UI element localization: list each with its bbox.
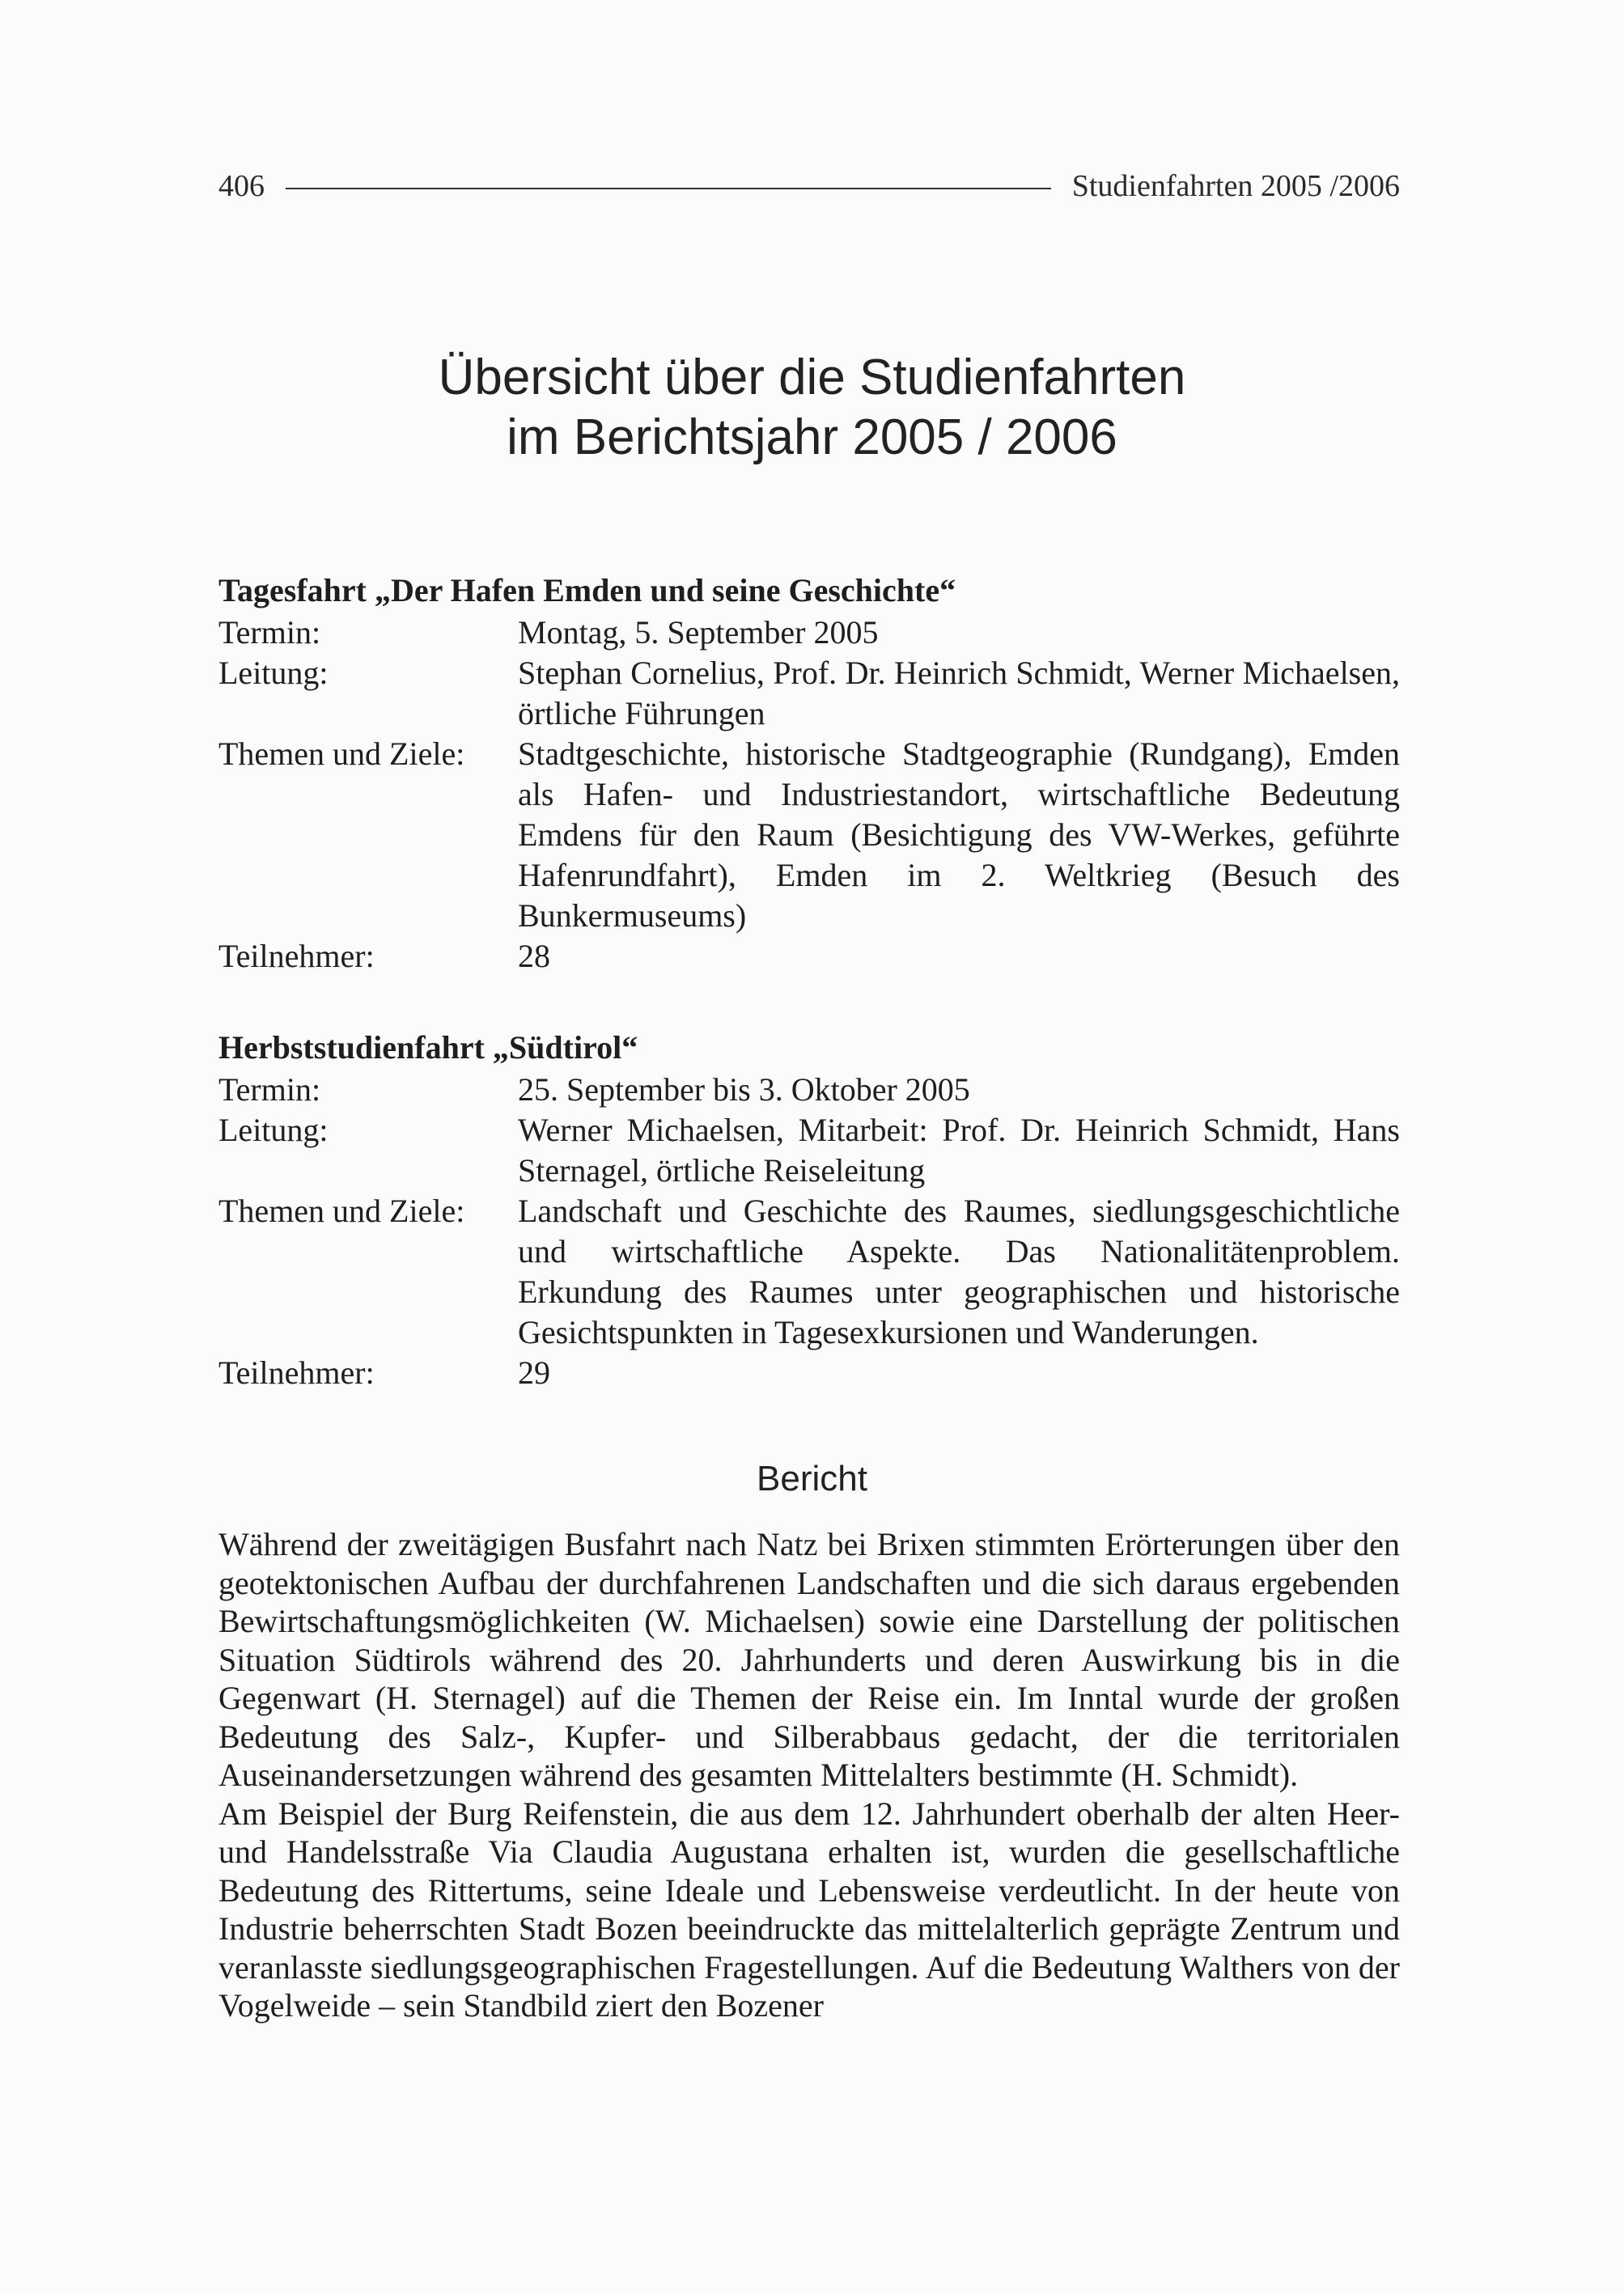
row-label: Leitung: — [218, 1112, 329, 1148]
title-line-1: Übersicht über die Studienfahrten — [438, 350, 1186, 405]
trip-heading: Herbststudienfahrt „Südtirol“ — [218, 1029, 638, 1066]
row-label: Termin: — [218, 614, 321, 651]
page-number: 406 — [218, 169, 265, 203]
header-rule — [286, 188, 1051, 189]
row-value: Werner Michaelsen, Mitarbeit: Prof. Dr. Heinrich Schmidt, Hans Sternagel, örtliche Reiseleitung — [518, 1112, 1400, 1189]
report-paragraph-2: Am Beispiel der Burg Reifenstein, die aus dem 12. Jahrhundert oberhalb der alten Heer- und Handelsstraße Via Claudia Augustana erhalten ist, wurden die gesellschaftliche Bedeutung des Rittertums, seine Ideale und Lebensweise verdeutlicht. In der heute von Industrie beherrschten Stadt Bozen beeindruckte das mittelalterlich geprägte Zentrum und veranlasste siedlungsgeographischen Fragestellungen. Auf die Bedeutung Walthers von der Vogelweide – sein Standbild ziert den Bozener — [218, 1795, 1400, 2024]
running-title: Studienfahrten 2005 /2006 — [1071, 169, 1400, 203]
trip-row-leitung — [218, 653, 1400, 734]
row-label: Teilnehmer: — [218, 1354, 375, 1391]
row-label: Leitung: — [218, 655, 329, 691]
trip-row-themen — [218, 1191, 1400, 1353]
page-title — [0, 348, 1624, 468]
trip-row-termin — [218, 1070, 1400, 1110]
trip-row-themen — [218, 734, 1400, 936]
row-label: Themen und Ziele: — [218, 735, 465, 772]
trip-block-suedtirol — [218, 1028, 1400, 1393]
report-body — [218, 1525, 1400, 2025]
row-value: Stephan Cornelius, Prof. Dr. Heinrich Schmidt, Werner Michaelsen, örtliche Führungen — [518, 655, 1400, 731]
trip-row-teilnehmer — [218, 1353, 1400, 1393]
row-label: Termin: — [218, 1071, 321, 1108]
row-value: 29 — [518, 1354, 550, 1391]
trip-row-termin — [218, 612, 1400, 653]
row-value: 25. September bis 3. Oktober 2005 — [518, 1071, 970, 1108]
trip-details — [218, 612, 1400, 977]
section-heading-bericht: Bericht — [757, 1459, 867, 1498]
trip-block-emden — [218, 570, 1400, 977]
row-value: 28 — [518, 938, 550, 974]
row-value: Montag, 5. September 2005 — [518, 614, 879, 651]
running-header — [218, 166, 1400, 206]
trip-row-leitung — [218, 1110, 1400, 1191]
trip-details — [218, 1070, 1400, 1393]
report-paragraph-1: Während der zweitägigen Busfahrt nach Natz bei Brixen stimmten Erörterungen über den geotektonischen Aufbau der durchfahrenen Landschaften und die sich daraus ergebenden Bewirtschaftungsmöglichkeiten (W. Michaelsen) sowie eine Darstellung der politischen Situation Südtirols während des 20. Jahrhunderts und deren Auswirkung bis in die Gegenwart (H. Sternagel) auf die Themen der Reise ein. Im Inntal wurde der großen Bedeutung des Salz-, Kupfer- und Silberabbaus gedacht, der die territorialen Auseinandersetzungen während des gesamten Mittelalters bestimmte (H. Schmidt). — [218, 1526, 1400, 1793]
title-line-2: im Berichtsjahr 2005 / 2006 — [507, 409, 1117, 465]
row-value: Stadtgeschichte, historische Stadtgeographie (Rundgang), Emden als Hafen- und Industriestandort, wirtschaftliche Bedeutung Emdens für den Raum (Besichtigung des VW-Werkes, geführte Hafenrundfahrt), Emden im 2. Weltkrieg (Besuch des Bunkermuseums) — [518, 735, 1400, 934]
trip-heading: Tagesfahrt „Der Hafen Emden und seine Geschichte“ — [218, 572, 956, 608]
row-label: Themen und Ziele: — [218, 1193, 465, 1229]
row-label: Teilnehmer: — [218, 938, 375, 974]
trip-row-teilnehmer — [218, 936, 1400, 977]
row-value: Landschaft und Geschichte des Raumes, siedlungsgeschichtliche und wirtschaftliche Aspekte. Das Nationalitätenproblem. Erkundung des Raumes unter geographischen und historische Gesichtspunkten in Tagesexkursionen und Wanderungen. — [518, 1193, 1400, 1350]
